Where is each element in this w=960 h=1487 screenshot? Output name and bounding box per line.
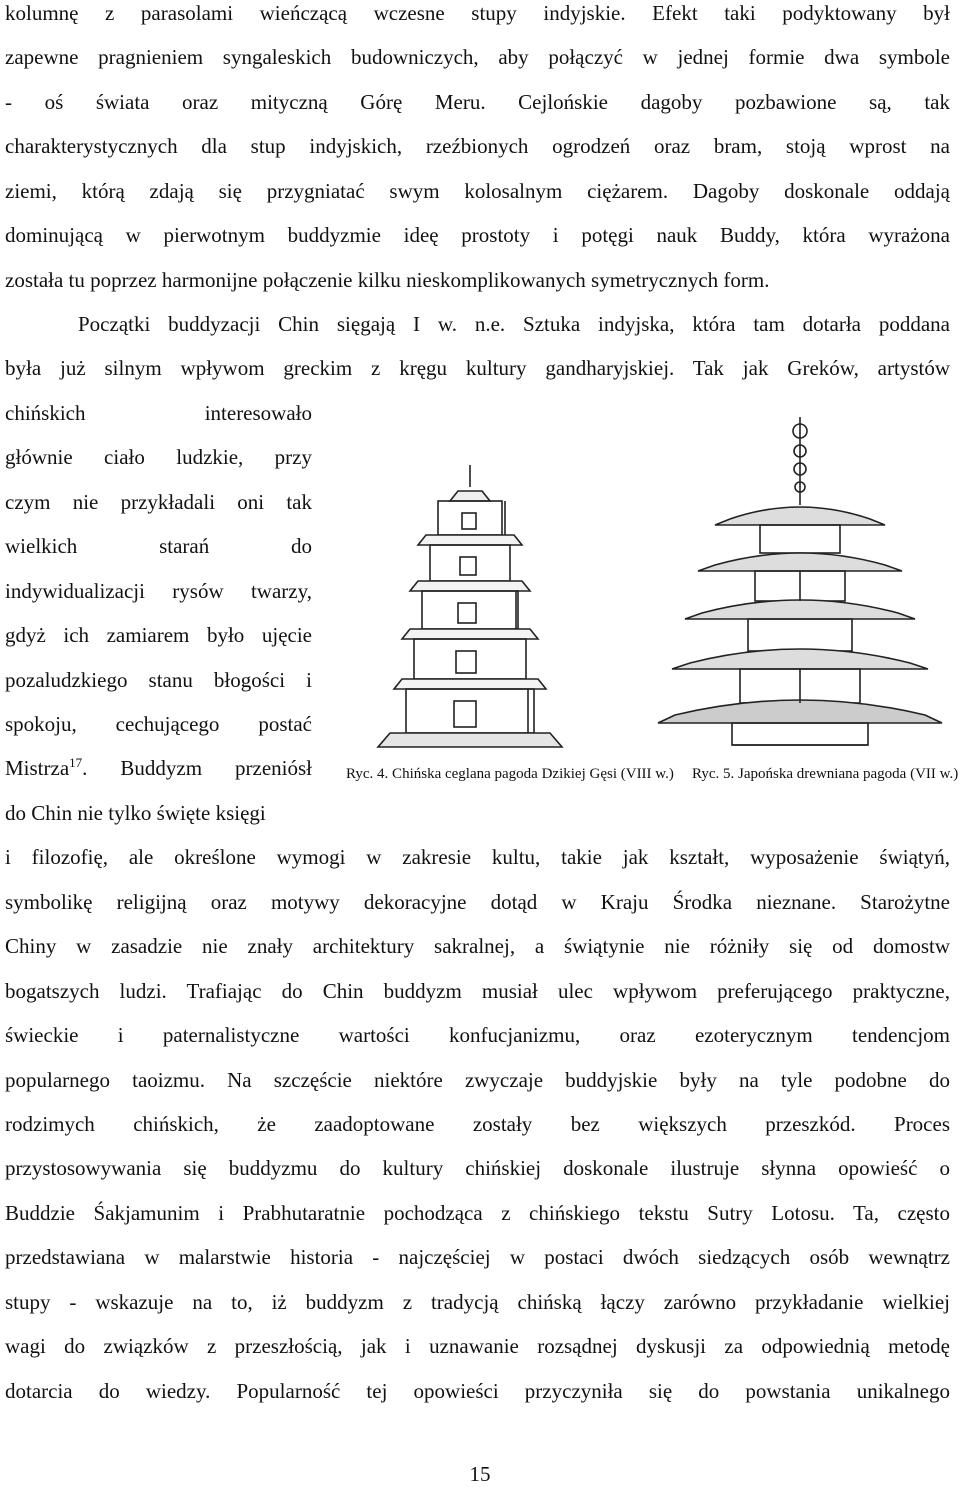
text-line: przystosowywania się buddyzmu do kultury chińskiej doskonale ilustruje słynna opowieść o — [5, 1156, 950, 1180]
text-line: Buddzie Śakjamunim i Prabhutaratnie pochodząca z chińskiego tekstu Sutry Lotosu. Ta, często — [5, 1201, 950, 1225]
text-fragment: Mistrza — [5, 756, 70, 780]
wrap-text-line: chińskich interesowało — [5, 401, 312, 425]
text-line: przedstawiana w malarstwie historia - najczęściej w postaci dwóch siedzących osób wewnątrz — [5, 1245, 950, 1269]
text-line: bogatszych ludzi. Trafiając do Chin buddyzm musiał ulec wpływom preferującego praktyczne, — [5, 979, 950, 1003]
wooden-pagoda-drawing — [658, 417, 942, 745]
wrap-text-line: głównie ciało ludzkie, przy — [5, 445, 312, 469]
text-line: dominującą w pierwotnym buddyzmie ideę prostoty i potęgi nauk Buddy, która wyrażona — [5, 223, 950, 247]
text-fragment: . Buddyzm przeniósł — [82, 756, 312, 780]
figure-caption-left: Ryc. 4. Chińska ceglana pagoda Dzikiej Gęsi (VIII w.) — [346, 766, 674, 782]
text-line: Chiny w zasadzie nie znały architektury sakralnej, a świątynie nie różniły się od domostw — [5, 934, 950, 958]
text-line: zapewne pragnieniem syngaleskich budowniczych, aby połączyć w jednej formie dwa symbole — [5, 45, 950, 69]
wrap-text-line: czym nie przykładali oni tak — [5, 490, 312, 514]
brick-pagoda-drawing — [378, 465, 562, 747]
wrap-text-line: spokoju, cechującego postać — [5, 712, 312, 736]
text-line: kolumnę z parasolami wieńczącą wczesne stupy indyjskie. Efekt taki podyktowany był — [5, 1, 950, 25]
pagoda-illustrations — [330, 395, 960, 765]
text-line: wagi do związków z przeszłością, jak i uznawanie rozsądnej dyskusji za odpowiednią metodę — [5, 1334, 950, 1358]
text-line: symbolikę religijną oraz motywy dekoracyjne dotąd w Kraju Środka nieznane. Starożytne — [5, 890, 950, 914]
text-line: stupy - wskazuje na to, iż buddyzm z tradycją chińską łączy zarówno przykładanie wielkiej — [5, 1290, 950, 1314]
text-line: rodzimych chińskich, że zaadoptowane zostały bez większych przeszkód. Proces — [5, 1112, 950, 1136]
text-line: - oś świata oraz mityczną Górę Meru. Cejlońskie dagoby pozbawione są, tak — [5, 90, 950, 114]
wrap-text-line: wielkich starań do — [5, 534, 312, 558]
text-line-indented: Początki buddyzacji Chin sięgają I w. n.e. Sztuka indyjska, która tam dotarła poddana — [78, 312, 950, 336]
footnote-reference[interactable]: 17 — [69, 755, 83, 770]
page-number: 15 — [469, 1462, 491, 1486]
text-line: została tu poprzez harmonijne połączenie kilku nieskomplikowanych symetrycznych form. — [5, 268, 770, 292]
figure-caption-right: Ryc. 5. Japońska drewniana pagoda (VII w.) — [692, 766, 959, 782]
text-line: dotarcia do wiedzy. Popularność tej opowieści przyczyniła się do powstania unikalnego — [5, 1379, 950, 1403]
wrap-text-line: gdyż ich zamiarem było ujęcie — [5, 623, 312, 647]
text-line: była już silnym wpływom greckim z kręgu kultury gandharyjskiej. Tak jak Greków, artystów — [5, 356, 950, 380]
wrap-text-line: pozaludzkiego stanu błogości i — [5, 668, 312, 692]
wrap-text-line: do Chin nie tylko święte księgi — [5, 801, 266, 825]
text-line: ziemi, którą zdają się przygniatać swym kolosalnym ciężarem. Dagoby doskonale oddają — [5, 179, 950, 203]
text-line: świeckie i paternalistyczne wartości konfucjanizmu, oraz ezoterycznym tendencjom — [5, 1023, 950, 1047]
text-line: popularnego taoizmu. Na szczęście niektóre zwyczaje buddyjskie były na tyle podobne do — [5, 1068, 950, 1092]
pagoda-figure — [330, 395, 960, 815]
wrap-text-line-footnote — [5, 755, 312, 781]
text-line: charakterystycznych dla stup indyjskich, rzeźbionych ogrodzeń oraz bram, stoją wprost na — [5, 134, 950, 158]
text-line: i filozofię, ale określone wymogi w zakresie kultu, takie jak kształt, wyposażenie świątyń, — [5, 845, 950, 869]
wrap-text-line: indywidualizacji rysów twarzy, — [5, 579, 312, 603]
